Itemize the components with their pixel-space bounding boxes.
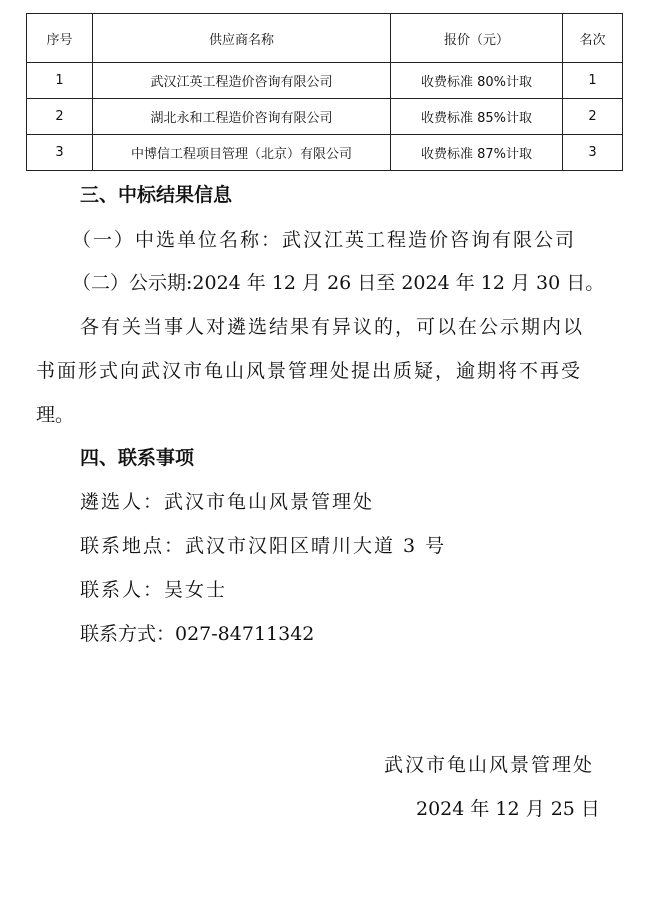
address-line: 联系地点：武汉市汉阳区晴川大道 3 号 [80,535,447,557]
cell-rank: 3 [563,135,623,171]
header-quote: 报价（元） [391,14,563,63]
cell-rank: 2 [563,99,623,135]
signature-org: 武汉市龟山风景管理处 [384,754,595,776]
objection-paragraph-line3: 理。 [36,404,75,426]
publicity-period-line: （二）公示期:2024 年 12 月 26 日至 2024 年 12 月 30 日。 [72,272,605,294]
cell-quote: 收费标准 80%计取 [391,63,563,99]
cell-supplier-name: 中博信工程项目管理（北京）有限公司 [93,135,391,171]
contact-person-line: 联系人：吴女士 [80,579,228,601]
cell-supplier-name: 湖北永和工程造价咨询有限公司 [93,99,391,135]
cell-quote: 收费标准 87%计取 [391,135,563,171]
table-row [27,63,623,99]
cell-serial: 1 [27,63,93,99]
phone-line: 联系方式：027-84711342 [80,623,315,645]
cell-quote: 收费标准 85%计取 [391,99,563,135]
section3-heading: 三、中标结果信息 [80,184,233,206]
table-row [27,135,623,171]
cell-supplier-name: 武汉江英工程造价咨询有限公司 [93,63,391,99]
table-row [27,99,623,135]
cell-rank: 1 [563,63,623,99]
section4-heading: 四、联系事项 [80,447,195,469]
header-supplier-name: 供应商名称 [93,14,391,63]
signature-date: 2024 年 12 月 25 日 [416,798,600,820]
selector-line: 遴选人：武汉市龟山风景管理处 [80,491,375,513]
objection-paragraph-line1: 各有关当事人对遴选结果有异议的，可以在公示期内以 [80,316,585,338]
objection-paragraph-line2: 书面形式向武汉市龟山风景管理处提出质疑，逾期将不再受 [36,360,583,382]
table-header-row [27,14,623,63]
header-serial: 序号 [27,14,93,63]
bid-results-table [26,13,623,171]
cell-serial: 3 [27,135,93,171]
winning-unit-line: （一）中选单位名称：武汉江英工程造价咨询有限公司 [72,229,577,251]
cell-serial: 2 [27,99,93,135]
header-rank: 名次 [563,14,623,63]
